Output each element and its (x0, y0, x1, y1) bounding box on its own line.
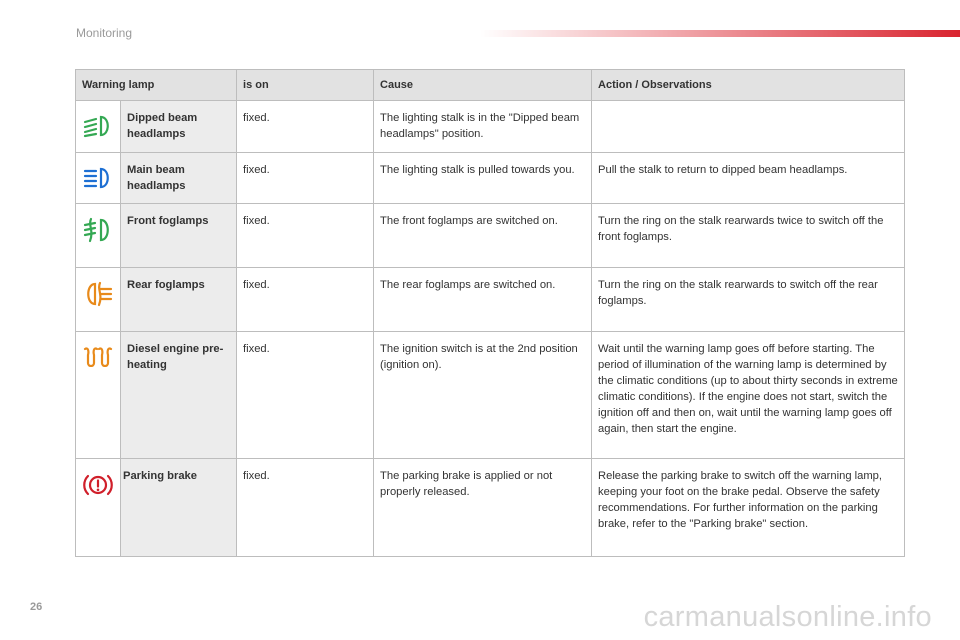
table-row (76, 101, 905, 153)
table-header-row (76, 70, 905, 101)
lamp-icon-cell (76, 204, 121, 268)
header-warning-lamp: Warning lamp (76, 70, 237, 101)
lamp-cause: The ignition switch is at the 2nd position (ignition on). (374, 332, 592, 459)
table-row (76, 459, 905, 557)
lamp-action: Release the parking brake to switch off the warning lamp, keeping your foot on the brake pedal. Observe the safety recommendations. For further information on the parking brake, refer to the "Parking brake" section. (592, 459, 905, 557)
lamp-is-on: fixed. (237, 204, 374, 268)
lamp-name: Diesel engine pre-heating (121, 332, 237, 459)
lamp-name: Front foglamps (121, 204, 237, 268)
header-is-on: is on (237, 70, 374, 101)
watermark: carmanualsonline.info (643, 601, 932, 633)
diesel-preheating-icon (82, 345, 114, 367)
lamp-action: Turn the ring on the stalk rearwards twice to switch off the front foglamps. (592, 204, 905, 268)
lamp-is-on: fixed. (237, 101, 374, 153)
lamp-icon-cell (76, 268, 121, 332)
lamp-action: Turn the ring on the stalk rearwards to switch off the rear foglamps. (592, 268, 905, 332)
lamp-is-on: fixed. (237, 153, 374, 204)
front-foglamp-icon (82, 217, 114, 243)
lamp-name: Parking brake (121, 459, 237, 557)
section-title: Monitoring (76, 26, 133, 40)
lamp-name: Rear foglamps (121, 268, 237, 332)
header-cause: Cause (374, 70, 592, 101)
lamp-icon-cell (76, 459, 121, 557)
warning-lamp-table (75, 69, 905, 557)
header-accent-bar (480, 30, 960, 37)
lamp-cause: The front foglamps are switched on. (374, 204, 592, 268)
rear-foglamp-icon (82, 281, 114, 307)
lamp-cause: The lighting stalk is pulled towards you. (374, 153, 592, 204)
lamp-action: Wait until the warning lamp goes off before starting. The period of illumination of the warning lamp is determined by the climatic conditions (up to about thirty seconds in extreme climatic conditions). If the engine does not start, switch the ignition off and then on, wait until the warning lamp goes off again, then start the engine. (592, 332, 905, 459)
main-beam-icon (82, 166, 114, 190)
parking-brake-icon (82, 472, 114, 498)
lamp-is-on: fixed. (237, 459, 374, 557)
lamp-cause: The parking brake is applied or not properly released. (374, 459, 592, 557)
lamp-cause: The lighting stalk is in the "Dipped beam headlamps" position. (374, 101, 592, 153)
table-row (76, 204, 905, 268)
lamp-cause: The rear foglamps are switched on. (374, 268, 592, 332)
lamp-name: Dipped beam headlamps (121, 101, 237, 153)
lamp-icon-cell (76, 332, 121, 459)
lamp-icon-cell (76, 101, 121, 153)
lamp-is-on: fixed. (237, 332, 374, 459)
lamp-is-on: fixed. (237, 268, 374, 332)
lamp-icon-cell (76, 153, 121, 204)
table-row (76, 268, 905, 332)
dipped-beam-icon (82, 114, 114, 138)
table-row (76, 153, 905, 204)
lamp-action: Pull the stalk to return to dipped beam headlamps. (592, 153, 905, 204)
page-number: 26 (30, 601, 43, 613)
lamp-name: Main beam headlamps (121, 153, 237, 204)
lamp-action (592, 101, 905, 153)
header-action: Action / Observations (592, 70, 905, 101)
table-row (76, 332, 905, 459)
